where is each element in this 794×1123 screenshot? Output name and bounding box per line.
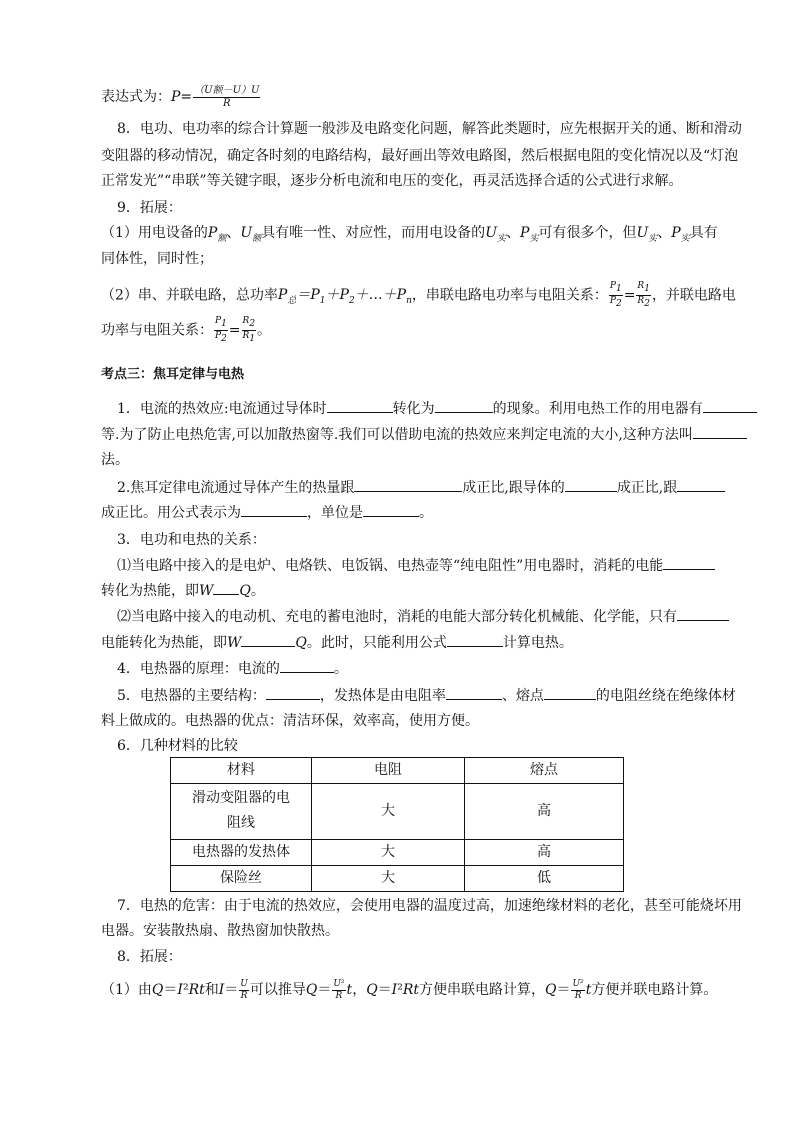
answer-blank[interactable]	[693, 423, 747, 439]
parallel-resistance-ratio: $\frac{R_2}{R_1}$	[242, 316, 256, 344]
table-cell: 大	[312, 840, 465, 866]
s2-line2	[101, 500, 433, 526]
s3-1-text-c: 。	[250, 583, 265, 599]
answer-blank[interactable]	[677, 476, 725, 492]
table-header-cell: 材料	[171, 758, 312, 784]
s1-line3: 法。	[101, 452, 129, 468]
s6-title: 6．几种材料的比较	[117, 738, 238, 754]
s8-1-line: （1）由Q＝I²Rt和I＝ $\frac{U}{R}$ 可以推导Q＝ $\frac{\text{U²}}{R}$ t，Q＝I²Rt方便串联电路计算，Q＝ $\frac{\text{U²}}{R}$ t方便并联电路计算。	[101, 978, 718, 1001]
s5-text-d: 的电阻丝绕在绝缘体材	[595, 688, 736, 704]
s3-2-line1	[117, 604, 729, 630]
answer-blank[interactable]	[565, 476, 617, 492]
table-header-row	[171, 758, 624, 784]
s7-line1: 7．电热的危害：由于电流的热效应，会使用电器的温度过高，加速绝缘材料的老化，甚至可能烧坏用	[117, 898, 742, 914]
s2-text-e: ，单位是	[307, 505, 363, 521]
expression-fraction	[193, 85, 260, 110]
s3-2-text-d: 计算电热。	[502, 635, 573, 651]
parallel-heat-fraction: $\frac{\text{U²}}{R}$	[333, 978, 345, 1001]
s2-text-c: 成正比,跟	[616, 480, 678, 496]
s1-line1	[117, 396, 757, 422]
answer-blank[interactable]	[703, 397, 757, 413]
item8-line2: 变阻器的移动情况，确定各时刻的电路结构，最好画出等效电路图，然后根据电阻的变化情况以及“灯泡	[101, 148, 739, 164]
s2-text-b: 成正比,跟导体的	[462, 480, 565, 496]
s3-2-line2: 电能转化为热能，即W Q。此时，只能利用公式 计算电热。	[101, 630, 573, 656]
answer-blank[interactable]	[663, 554, 715, 570]
s4-text-b: 。	[333, 661, 348, 677]
s3-1-line2: 转化为热能，即W Q。	[101, 578, 265, 604]
s3-2-text-c: 。此时，只能利用公式	[306, 635, 447, 651]
s2-text-d: 成正比。用公式表示为	[101, 505, 241, 521]
s8-1-text-f: 方便并联电路计算。	[591, 982, 718, 998]
table-cell-text: 阻线	[227, 815, 255, 831]
item9-2-text-b: ，串联电路电功率与电阻关系：	[411, 287, 608, 304]
item9-1-text-c: 可有很多个，但	[538, 225, 637, 241]
item9-2-text-a: （2）串、并联电路，总功率	[101, 287, 278, 304]
item8-line3: 正常发光”“串联”等关键字眼，逐步分析电流和电压的变化，再灵活选择合适的公式进行求解。	[101, 173, 683, 189]
s1-line2	[101, 422, 747, 448]
answer-blank[interactable]	[677, 605, 729, 621]
item9-1-text-d: 具有	[689, 225, 718, 241]
item9-1-text-b: 具有唯一性、对应性，而用电设备的	[261, 225, 486, 241]
parallel-power-ratio: $\frac{P_1}{P_2}$	[215, 316, 227, 344]
s4-line	[117, 656, 348, 682]
s5-text-b: ，发热体是由电阻率	[319, 688, 446, 704]
s2-text-f: 。	[419, 505, 433, 521]
s3-title: 3．电功和电热的关系：	[117, 532, 266, 548]
answer-blank[interactable]	[213, 579, 239, 595]
s3-2-text-b: 电能转化为热能，即	[101, 635, 227, 651]
answer-blank[interactable]	[363, 501, 419, 517]
answer-blank[interactable]	[241, 501, 307, 517]
item9-2-end: 。	[257, 322, 272, 339]
answer-blank[interactable]	[280, 657, 334, 673]
s5-text-c: 、熔点	[501, 688, 544, 704]
materials-table	[170, 757, 624, 892]
s3-2-text-a: ⑵当电路中接入的电动机、充电的蓄电池时，消耗的电能大部分转化机械能、化学能，只有	[117, 609, 677, 625]
item8-line1: 8．电功、电功率的综合计算题一般涉及电路变化问题，解答此类题时，应先根据开关的通、断和滑动	[117, 121, 742, 137]
s1-text-b: 转化为	[392, 401, 435, 417]
table-row	[171, 784, 624, 840]
table-cell: 高	[465, 840, 624, 866]
s1-text-c: 的现象。利用电热工作的用电器有	[492, 401, 703, 417]
table-cell: 电热器的发热体	[171, 840, 312, 866]
item9-2-text-c: ，并联电路电	[651, 287, 736, 304]
table-cell: 低	[465, 866, 624, 892]
expression-numerator: （U额－U）U	[194, 84, 260, 96]
answer-blank[interactable]	[241, 631, 295, 647]
s7-line2: 电器。安装散热扇、散热窗加快散热。	[101, 923, 339, 939]
table-cell	[171, 784, 312, 840]
expression-prefix: 表达式为：	[101, 89, 171, 105]
item9-1-text-a: （1）用电设备的	[101, 225, 208, 241]
s1-text-a: 1．电流的热效应:电流通过导体时	[117, 401, 327, 417]
parallel-heat-fraction-2: $\frac{\text{U²}}{R}$	[572, 978, 584, 1001]
expression-denominator: R	[223, 97, 231, 109]
answer-blank[interactable]	[544, 684, 596, 700]
table-cell: 大	[312, 784, 465, 840]
expression-line	[101, 84, 261, 110]
table-header-cell: 电阻	[312, 758, 465, 784]
s8-1-text-b: 和	[204, 982, 219, 998]
s8-1-text-e: 方便串联电路计算，	[419, 982, 545, 998]
s8-1-text-a: （1）由	[101, 982, 152, 998]
item9-1-line1: （1）用电设备的$P_额$、$U_额$具有唯一性、对应性，而用电设备的$U_实$、$P_实$可有很多个，但$U_实$、$P_实$具有	[101, 225, 718, 244]
item9-2-line2: 功率与电阻关系： $\frac{P_1}{P_2}$ = $\frac{R_2}{R_1}$ 。	[101, 316, 272, 344]
table-cell-text: 滑动变阻器的电	[192, 790, 290, 806]
answer-blank[interactable]	[447, 631, 503, 647]
expression-lhs: P=	[171, 89, 193, 105]
s3-1-line1	[117, 553, 715, 579]
answer-blank[interactable]	[354, 476, 462, 492]
s3-1-text-b: 转化为热能，即	[101, 583, 199, 599]
answer-blank[interactable]	[266, 684, 320, 700]
table-header-cell: 熔点	[465, 758, 624, 784]
s2-line1	[117, 475, 725, 501]
s1-text-d: 等.为了防止电热危害,可以加散热窗等.我们可以借助电流的热效应来判定电流的大小,这种方法叫	[101, 427, 693, 443]
s8-1-text-c: 可以推导	[249, 982, 306, 998]
s5-line2: 料上做成的。电热器的优点：清洁环保，效率高，使用方便。	[101, 713, 479, 729]
table-cell: 高	[465, 784, 624, 840]
answer-blank[interactable]	[446, 684, 502, 700]
s3-1-text-a: ⑴当电路中接入的是电炉、电烙铁、电饭锅、电热壶等“纯电阻性”用电器时，消耗的电能	[117, 558, 664, 574]
s8-1-text-d: ，	[352, 982, 367, 998]
item9-title: 9．拓展：	[117, 200, 182, 216]
table-cell: 大	[312, 866, 465, 892]
answer-blank[interactable]	[327, 397, 393, 413]
item9-2-line1: （2）串、并联电路，总功率$P_总=P_1+P_2+\dots+P_n$，串联电路电功率与电阻关系： $\frac{P_1}{P_2}$ = $\frac{R_1}{R_2}$ ，并联电路电	[101, 281, 736, 309]
s4-text-a: 4．电热器的原理：电流的	[117, 661, 280, 677]
s5-text-a: 5．电热器的主要结构：	[117, 688, 266, 704]
current-fraction: $\frac{U}{R}$	[240, 978, 248, 1001]
item9-2-text-d: 功率与电阻关系：	[101, 322, 213, 339]
table-cell: 保险丝	[171, 866, 312, 892]
s8-title: 8．拓展：	[117, 949, 182, 965]
item9-1-line2: 同体性，同时性；	[101, 251, 213, 267]
series-power-ratio: $\frac{P_1}{P_2}$	[609, 281, 622, 309]
s5-line1	[117, 683, 736, 709]
s2-text-a: 2.焦耳定律电流通过导体产生的热量跟	[117, 480, 355, 496]
table-row	[171, 866, 624, 892]
series-resistance-ratio: $\frac{R_1}{R_2}$	[637, 281, 650, 309]
section3-heading: 考点三：焦耳定律与电热	[101, 367, 245, 382]
table-row	[171, 840, 624, 866]
answer-blank[interactable]	[435, 397, 493, 413]
